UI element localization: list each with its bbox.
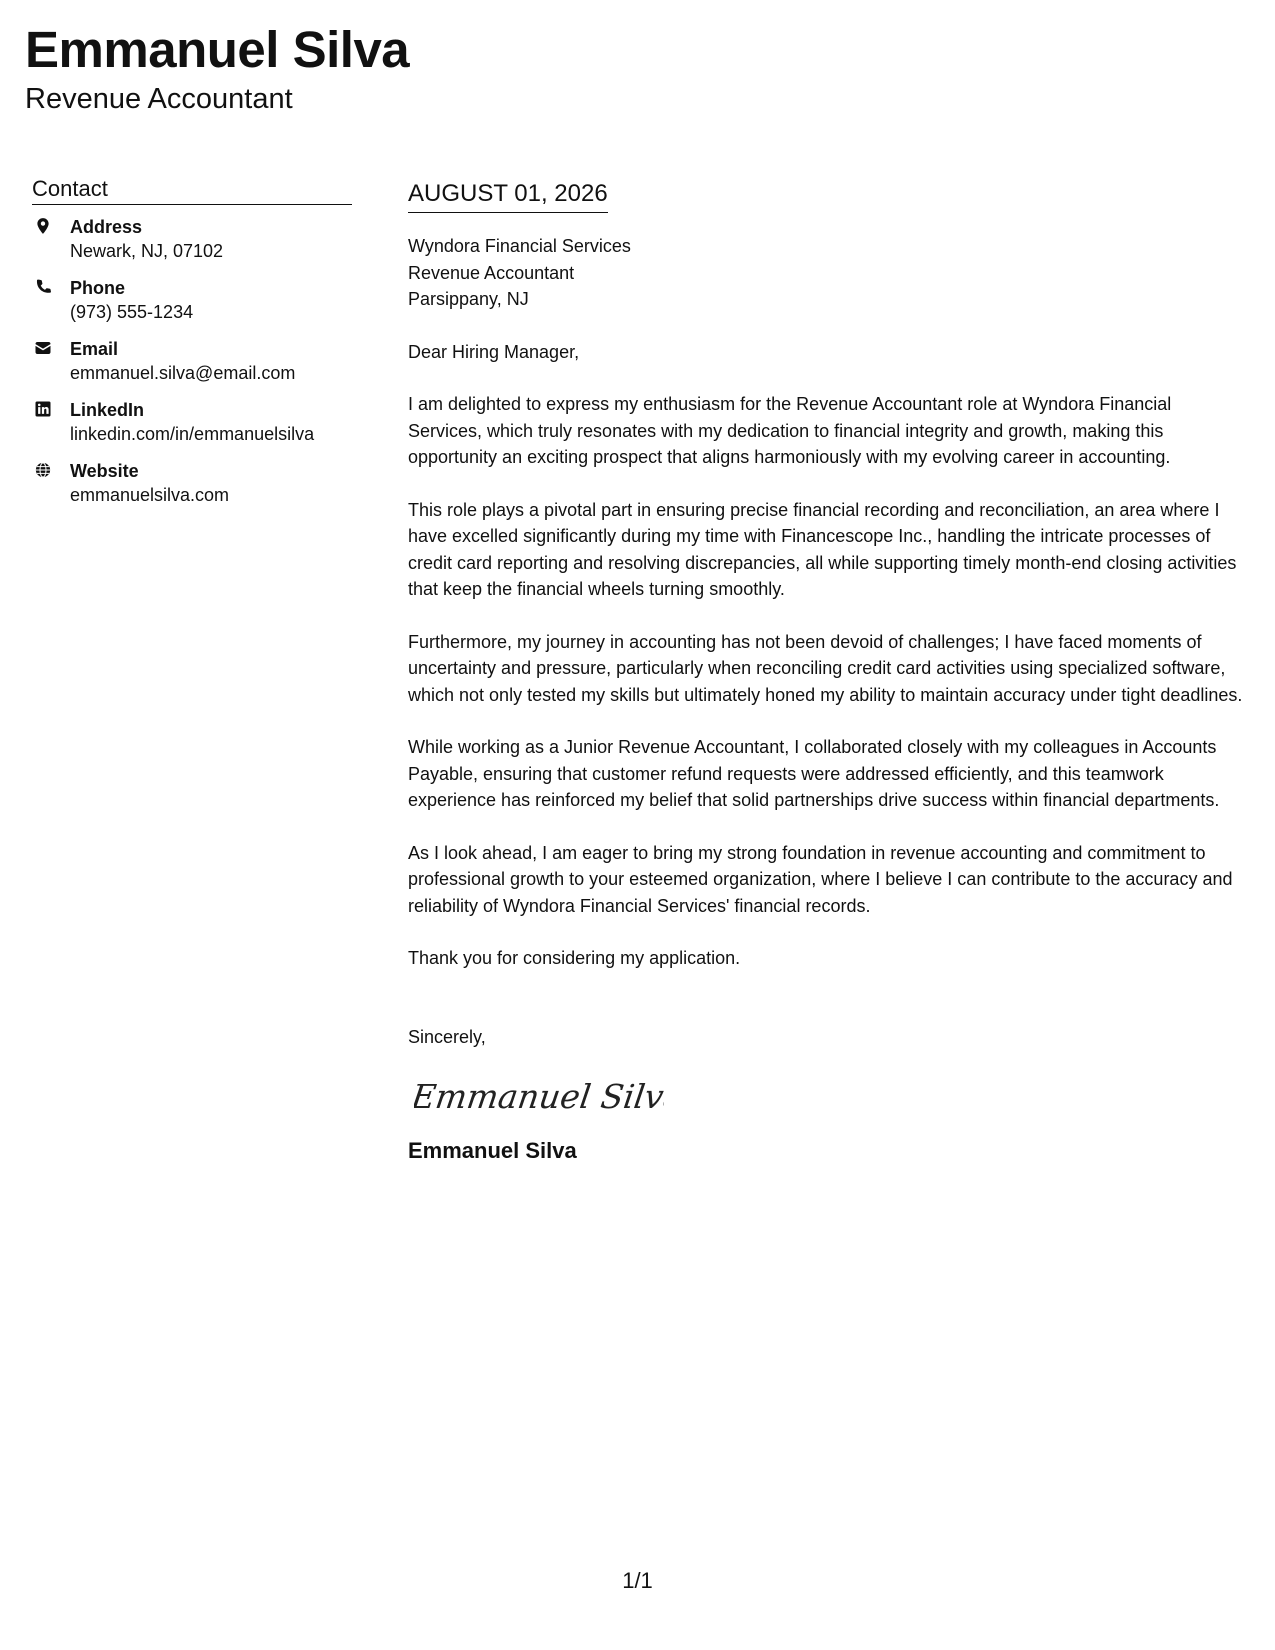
body-paragraph: As I look ahead, I am eager to bring my strong foundation in revenue accounting and commitment to professional growth to your esteemed organization, where I believe I can contribute to the accuracy and reliability of Wyndora Financial Services' financial records.: [408, 842, 1233, 916]
candidate-role: Revenue Accountant: [25, 83, 293, 115]
contact-sidebar: [32, 176, 352, 520]
globe-icon: [32, 459, 70, 479]
contact-item-phone: [32, 276, 352, 324]
recipient-block: [408, 233, 1246, 313]
contact-item-address: [32, 215, 352, 263]
letter-body: [408, 178, 1246, 1165]
closing: Sincerely,: [408, 1026, 486, 1047]
contact-item-email: [32, 337, 352, 385]
recipient-location: Parsippany, NJ: [408, 289, 529, 309]
contact-label: Phone: [70, 278, 126, 298]
page-number: 1/1: [622, 1568, 653, 1593]
contact-item-website: [32, 459, 352, 507]
linkedin-value: linkedin.com/in/emmanuelsilva: [70, 424, 315, 444]
handwritten-signature: [414, 1066, 1246, 1126]
letter-date: AUGUST 01, 2026: [408, 178, 608, 213]
phone-icon: [32, 276, 70, 296]
recipient-position: Revenue Accountant: [408, 262, 575, 283]
envelope-icon: [32, 337, 70, 357]
contact-label: Website: [70, 461, 139, 481]
body-paragraph: I am delighted to express my enthusiasm for the Revenue Accountant role at Wyndora Financial Services, which truly resonates with my dedication to financial integrity and growth, making this opportunity an exciting prospect that aligns harmoniously with my evolving career in accounting.: [408, 394, 1172, 467]
website-value: emmanuelsilva.com: [70, 485, 230, 505]
signature-text: Emmanuel Silva: [414, 1077, 664, 1116]
phone-value: (973) 555-1234: [70, 302, 194, 322]
contact-label: Address: [70, 217, 143, 237]
salutation: Dear Hiring Manager,: [408, 341, 580, 362]
body-paragraph: While working as a Junior Revenue Accountant, I collaborated closely with my colleagues in Accounts Payable, ensuring that customer refund requests were addressed efficiently, and this teamwork experience has reinforced my belief that solid partnerships drive success within financial departments.: [408, 737, 1220, 810]
recipient-company: Wyndora Financial Services: [408, 236, 631, 256]
map-pin-icon: [32, 215, 70, 235]
signed-name: Emmanuel Silva: [408, 1138, 577, 1163]
contact-label: Email: [70, 339, 119, 359]
contact-heading: Contact: [32, 176, 352, 205]
body-paragraph: Furthermore, my journey in accounting has not been devoid of challenges; I have faced moments of uncertainty and pressure, particularly when reconciling credit card activities using specialized software, which not only tested my skills but ultimately honed my ability to maintain accuracy under tight deadlines.: [408, 631, 1243, 705]
contact-item-linkedin: [32, 398, 352, 446]
address-value: Newark, NJ, 07102: [70, 241, 224, 261]
email-value: emmanuel.silva@email.com: [70, 363, 296, 383]
candidate-name: Emmanuel Silva: [25, 21, 410, 78]
contact-label: LinkedIn: [70, 400, 145, 420]
body-paragraph: Thank you for considering my application.: [408, 948, 741, 968]
body-paragraph: This role plays a pivotal part in ensuring precise financial recording and reconciliation, an area where I have excelled significantly during my time with Financescope Inc., handling the intricate processes of credit card reporting and resolving discrepancies, all while supporting timely month-end closing activities that keep the financial wheels turning smoothly.: [408, 499, 1237, 599]
linkedin-icon: [32, 398, 70, 418]
